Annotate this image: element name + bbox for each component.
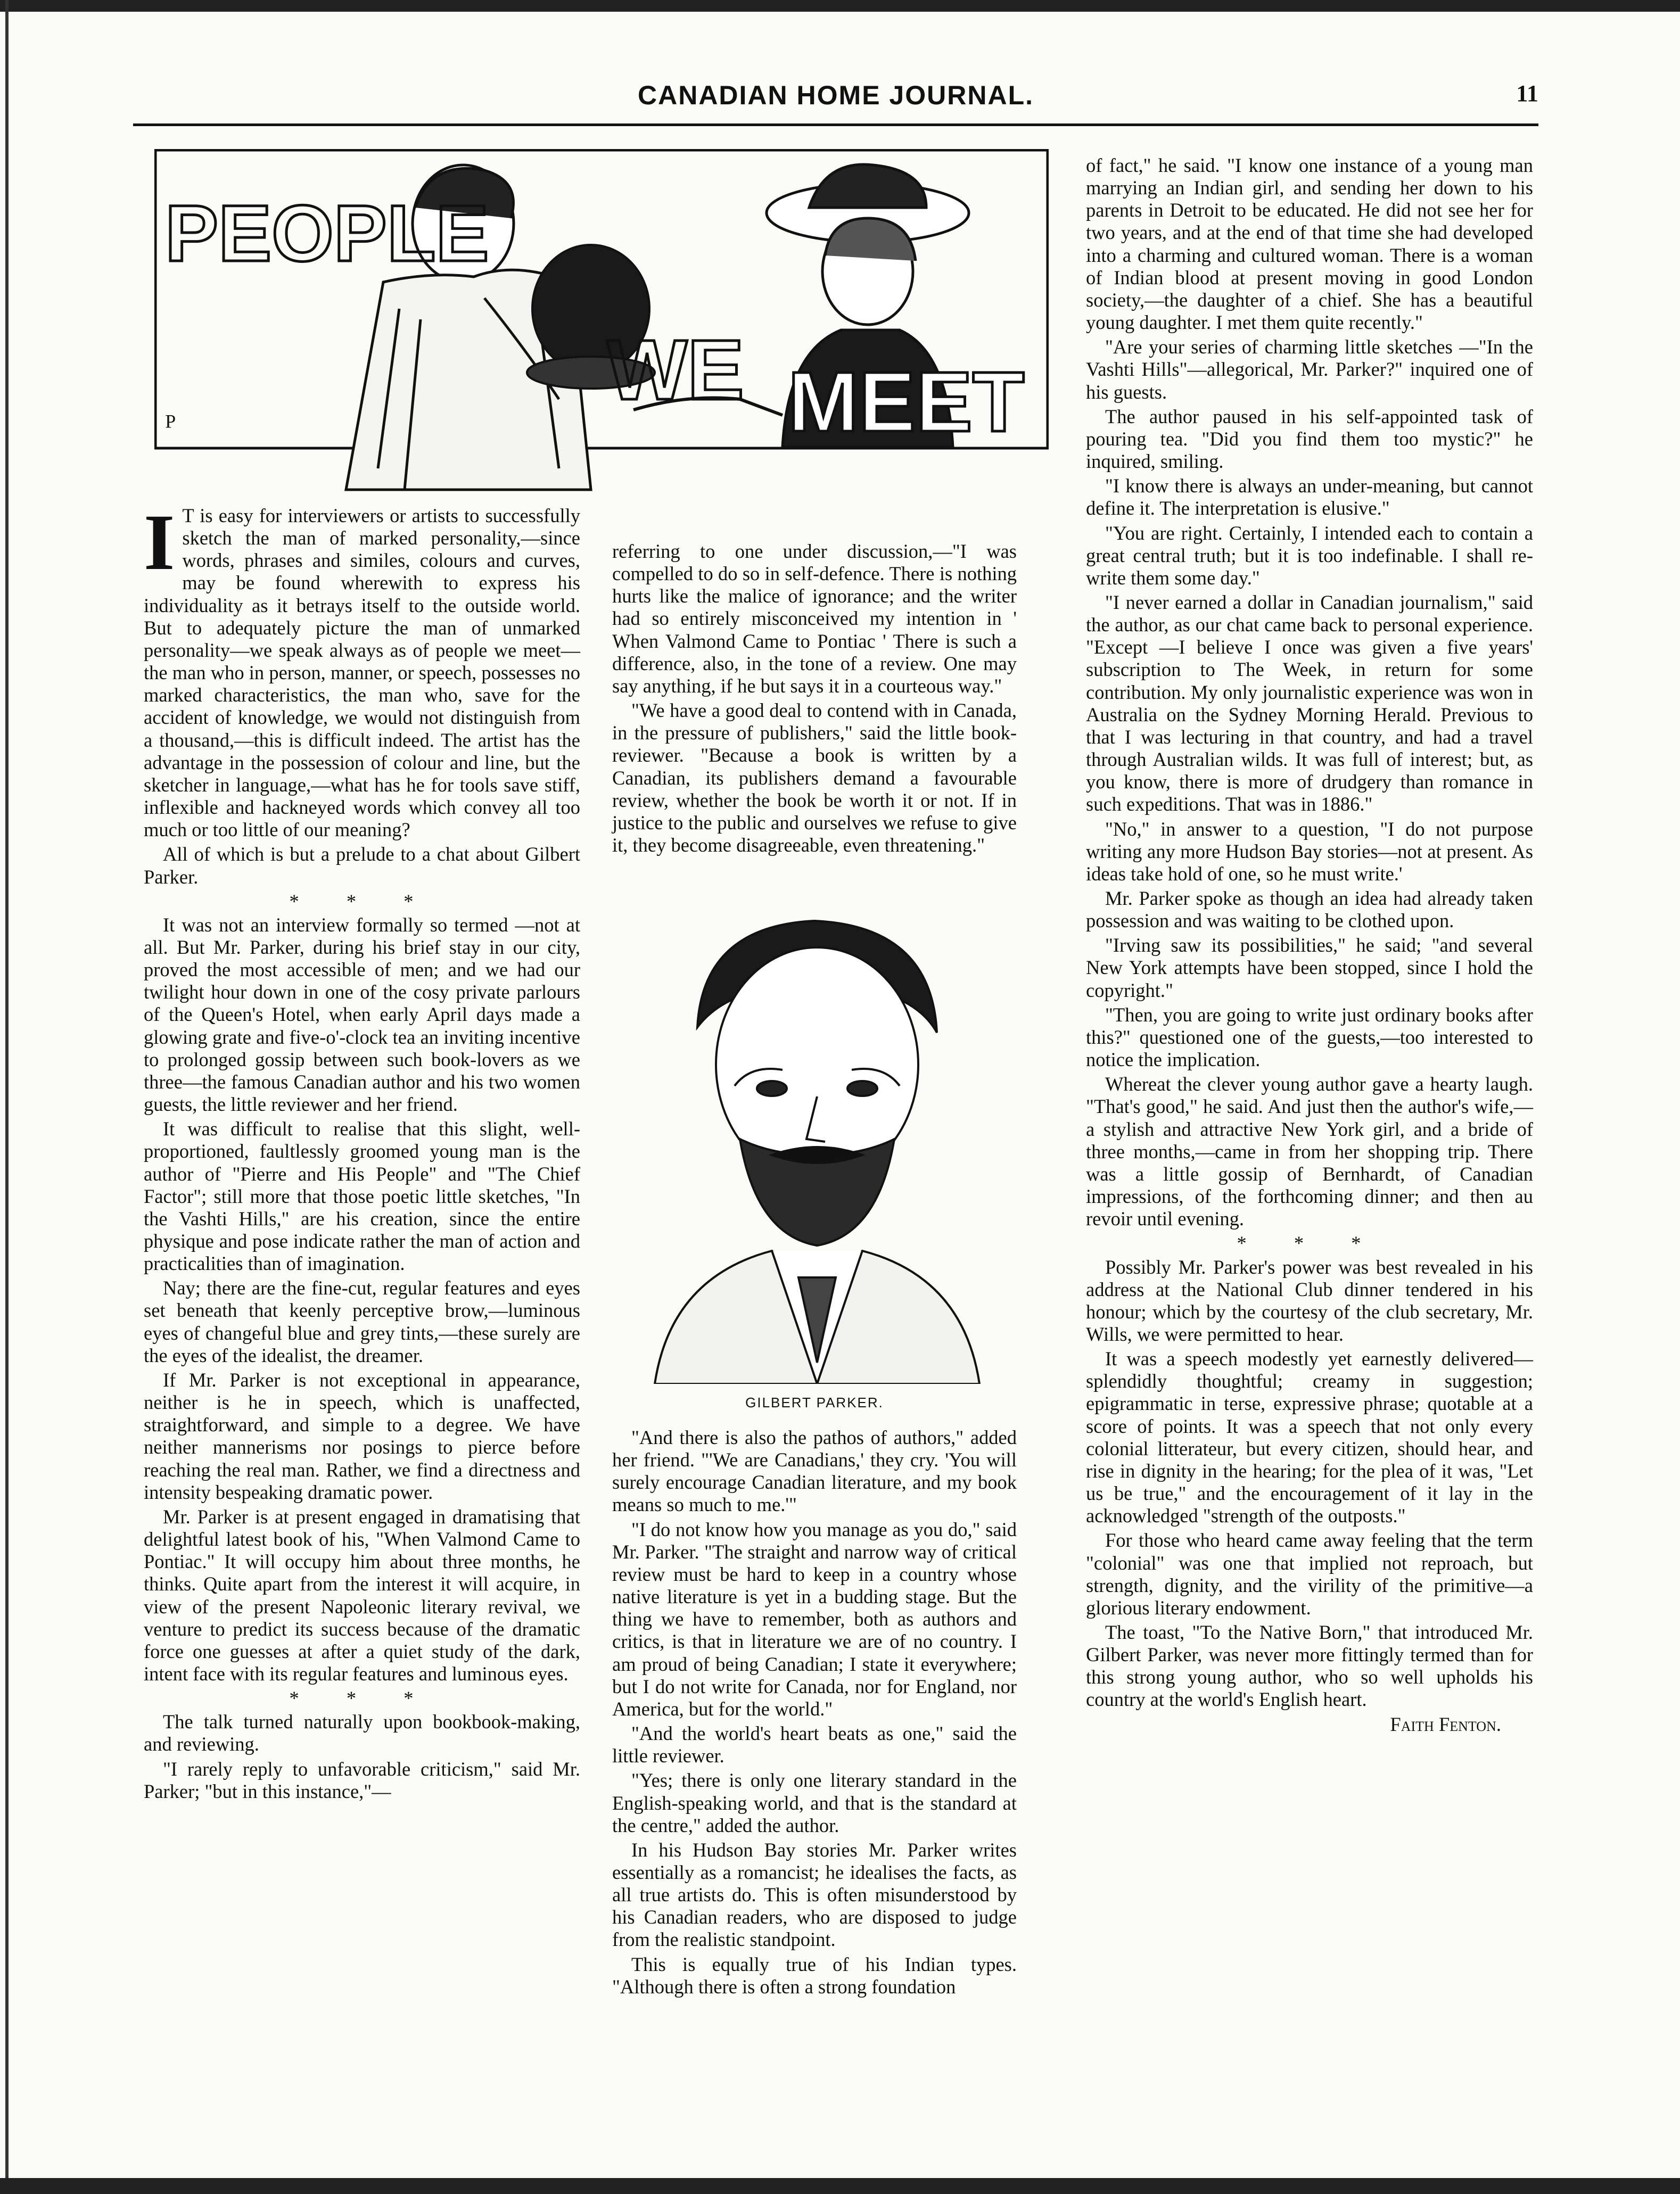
meet-word: MEET [788, 354, 1025, 449]
left-scan-border [5, 0, 9, 2194]
paragraph: It was a speech modestly yet earnestly delivered—splendidly thoughtful; creamy in suggestion; epigrammatic in terse, expressive phrase; quotable at a score of points. It was a speech that not only every colonial litterateur, but every citizen, should hear, and rise in dignity in the hearing; for the plea of it was, "Let us be true," and the encouragement of it lay in the acknowledged "strength of the outposts." [1086, 1348, 1533, 1527]
paragraph: "I do not know how you manage as you do," said Mr. Parker. "The straight and narrow way of critical review must be hard to keep in a country whose native literature is yet in a budding stage. But the thing we have to remember, both as authors and critics, is that in literature we are of no country. I am proud of being Canadian; I state it everywhere; but I do not write for Canada, nor for England, nor America, but for the world." [612, 1518, 1017, 1720]
headline-illustration [154, 149, 1049, 495]
article-column-2-bottom [612, 1426, 1017, 2000]
paragraph: It was difficult to realise that this slight, well-proportioned, faultlessly groomed young man is the author of "Pierre and His People" and "The Chief Factor"; still more that those poetic little sketches, "In the Vashti Hills," are his creation, since the entire physique and pose indicate rather the man of action and practicalities than of imagination. [144, 1118, 580, 1275]
paragraph: "I know there is always an under-meaning, but cannot define it. The interpretation is elusive." [1086, 475, 1533, 519]
section-divider: * * * [289, 890, 435, 912]
drop-cap: I [144, 498, 175, 587]
header-rule [133, 123, 1538, 126]
paragraph: The author paused in his self-appointed task of pouring tea. "Did you find them too mystic?" he inquired, smiling. [1086, 405, 1533, 473]
paragraph: "We have a good deal to contend with in Canada, in the pressure of publishers," said the little book-reviewer. "Because a book is written by a Canadian, its publishers demand a favourable review, whether the book be worth it or not. If in justice to the public and ourselves we refuse to give it, they become disagreeable, even threatening." [612, 699, 1017, 856]
people-word: PEOPLE [165, 188, 489, 278]
paragraph: Mr. Parker is at present engaged in dramatising that delightful latest book of his, "When Valmond Came to Pontiac." It will occupy him about three months, he thinks. Quite apart from the interest it will acquire, in view of the present Napoleonic literary revival, we venture to predict its success because of the dramatic force one guesses at after a quiet study of the dark, intent face with its regular features and luminous eyes. [144, 1505, 580, 1685]
paragraph: Mr. Parker spoke as though an idea had already taken possession and was waiting to be clothed upon. [1086, 887, 1533, 932]
paragraph: referring to one under discussion,—"I was compelled to do so in self-defence. There is nothing hurts like the malice of ignorance; and the writer had so entirely misconceived my intention in ' When Valmond Came to Pontiac ' There is such a difference, also, in the tone of a review. One may say anything, if he but says it in a courteous way." [612, 540, 1017, 697]
we-word: WE [607, 322, 744, 417]
paragraph: of fact," he said. "I know one instance of a young man marrying an Indian girl, and sending her down to his parents in Detroit to be educated. He did not see her for two years, and at the end of that time she had developed into a charming and cultured woman. There is a woman of Indian blood at present moving in good London society,—the daughter of a chief. She has a beautiful young daughter. I met them quite recently." [1086, 154, 1533, 334]
gilbert-parker-portrait [612, 905, 1017, 1384]
paragraph: If Mr. Parker is not exceptional in appearance, neither is he in speech, which is unaffected, straightforward, and simple to a degree. We have neither mannerisms nor posings to pierce before reaching the real man. Rather, we find a directness and intensity bespeaking dramatic power. [144, 1368, 580, 1503]
artist-monogram: ᴾ [165, 408, 176, 443]
paragraph: "I never earned a dollar in Canadian journalism," said the author, as our chat came back to personal experience. "Except —I believe I once was given a five years' subscription to The Week, in return for some contribution. My only journalistic experience was won in Australia on the Sydney Morning Herald. Previous to that I was lecturing in that country, and had a travel through Australian wilds. It was full of interest; but, as you know, there is more of drudgery than romance in such expeditions. That was in 1886." [1086, 591, 1533, 815]
paragraph: This is equally true of his Indian types. "Although there is often a strong foundation [612, 1953, 1017, 1998]
paragraph: "Irving saw its possibilities," he said; "and several New York attempts have been stopped, since I hold the copyright." [1086, 934, 1533, 1001]
paragraph: The toast, "To the Native Born," that introduced Mr. Gilbert Parker, was never more fittingly termed than for this strong young author, who so well upholds his country at the world's English heart. [1086, 1621, 1533, 1711]
paragraph: "And there is also the pathos of authors," added her friend. "'We are Canadians,' they cry. 'You will surely encourage Canadian literature, and my book means so much to me.'" [612, 1426, 1017, 1516]
page-number: 11 [1516, 80, 1538, 106]
paragraph: "No," in answer to a question, "I do not purpose writing any more Hudson Bay stories—not at present. As ideas take hold of one, so he must write.' [1086, 818, 1533, 885]
paragraph: "You are right. Certainly, I intended each to contain a great central truth; but it is too indefinable. I shall re-write them some day." [1086, 522, 1533, 589]
paragraph: For those who heard came away feeling that the term "colonial" was one that implied not reproach, but strength, dignity, and the virility of the primitive—a glorious literary endowment. [1086, 1529, 1533, 1619]
author-signature: Faith Fenton. [1390, 1713, 1501, 1735]
bottom-scan-border [0, 2178, 1680, 2194]
paragraph: "And the world's heart beats as one," said the little reviewer. [612, 1722, 1017, 1767]
paragraph: "Are your series of charming little sketches —"In the Vashti Hills"—allegorical, Mr. Parker?" inquired one of his guests. [1086, 336, 1533, 403]
paragraph: Possibly Mr. Parker's power was best revealed in his address at the National Club dinner tendered in his honour; which by the courtesy of the club secretary, Mr. Wills, we were permitted to hear. [1086, 1256, 1533, 1345]
article-column-2-top [612, 540, 1017, 859]
paragraph: All of which is but a prelude to a chat about Gilbert Parker. [144, 843, 580, 888]
portrait-caption: GILBERT PARKER. [745, 1395, 884, 1411]
paragraph: In his Hudson Bay stories Mr. Parker writes essentially as a romancist; he idealises the facts, as all true artists do. This is often misunderstood by his Canadian readers, who are disposed to judge from the realistic standpoint. [612, 1838, 1017, 1951]
paragraph: It was not an interview formally so termed —not at all. But Mr. Parker, during his brief stay in our city, proved the most accessible of men; and we had our twilight hour down in one of the cosy private parlours of the Queen's Hotel, when early April days made a glowing grate and five-o'-clock tea an inviting incentive to prolonged gossip between such book-lovers as we three—the famous Canadian author and his two women guests, the little reviewer and her friend. [144, 913, 580, 1116]
paragraph: T is easy for interviewers or artists to successfully sketch the man of marked personality,—since words, phrases and similes, colours and curves, may be found wherewith to express his individuality as it betrays itself to the outside world. But to adequately picture the man of unmarked personality—we speak always as of people we meet—the man who in person, manner, or speech, possesses no marked characteristics, the man who, save for the accident of knowledge, we would not distinguish from a thousand,—this is difficult indeed. The artist has the advantage in the possession of colour and line, but the sketcher in language,—what has he for tools save stiff, inflexible and hackneyed words which convey all too much or too little of our meaning? [144, 505, 580, 841]
paragraph: "Yes; there is only one literary standard in the English-speaking world, and that is the standard at the centre," added the author. [612, 1769, 1017, 1836]
section-divider: * * * [289, 1687, 435, 1710]
article-column-1 [144, 498, 580, 1805]
journal-title: CANADIAN HOME JOURNAL. [638, 80, 1034, 110]
section-divider: * * * [1237, 1232, 1382, 1255]
article-column-3 [1086, 154, 1533, 1738]
paragraph: "I rarely reply to unfavorable criticism," said Mr. Parker; "but in this instance,"— [144, 1758, 580, 1802]
top-scan-border [0, 0, 1680, 12]
paragraph: The talk turned naturally upon bookbook-making, and reviewing. [144, 1711, 580, 1755]
paragraph: "Then, you are going to write just ordinary books after this?" questioned one of the guests,—too interested to notice the implication. [1086, 1003, 1533, 1071]
paragraph: Whereat the clever young author gave a hearty laugh. "That's good," he said. And just then the author's wife,—a stylish and attractive New York girl, and a bride of three months,—came in from her shopping trip. There was a little gossip of Bernhardt, of Canadian impressions, of the forthcoming dinner; and then au revoir until evening. [1086, 1073, 1533, 1230]
page-header [133, 80, 1538, 122]
paragraph: Nay; there are the fine-cut, regular features and eyes set beneath that keenly perceptive brow,—luminous eyes of changeful blue and grey tints,—these surely are the eyes of the idealist, the dreamer. [144, 1277, 580, 1366]
